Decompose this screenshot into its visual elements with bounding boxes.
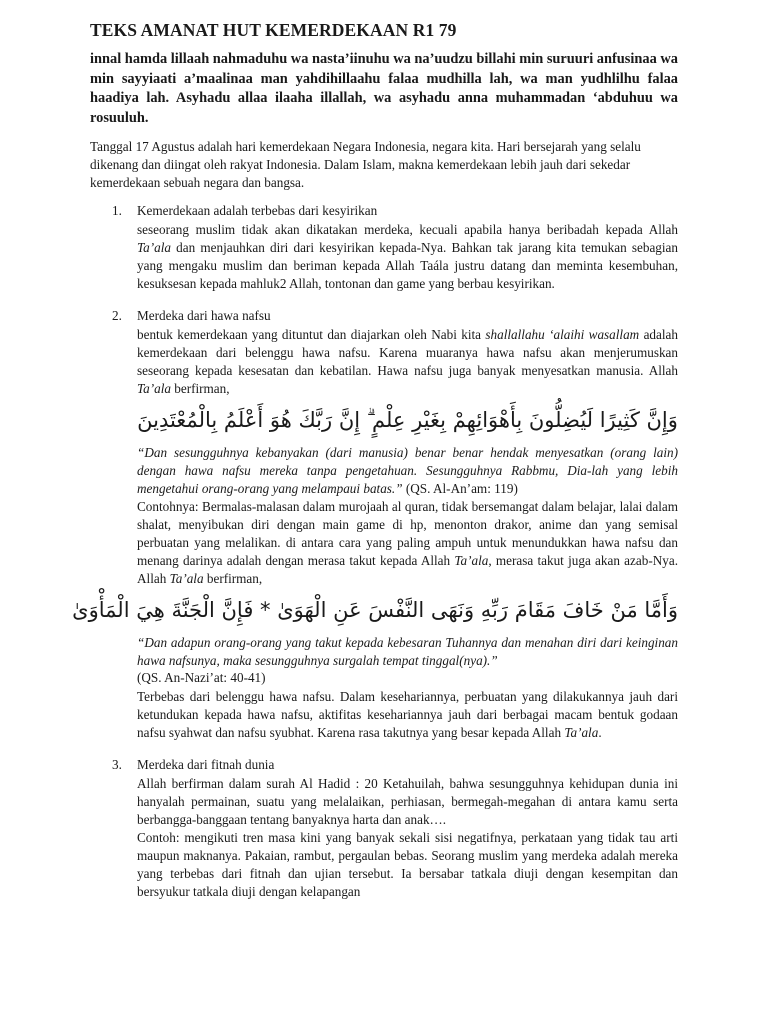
section-2-italic-3: Ta’ala xyxy=(454,553,489,568)
section-1-text-2a: Allah xyxy=(648,222,678,237)
section-2-text-1a: bentuk kemerdekaan yang dituntut dan diajarkan oleh Nabi kita xyxy=(137,327,486,342)
section-3-heading: Merdeka dari fitnah dunia xyxy=(137,757,275,772)
section-1-text-2b: dan menjauhkan diri dari kesyirikan kepada-Nya. Bahkan tak jarang kita temukan sebagian yang mengaku muslim dan beriman kepada Allah Taála justru datang dan meminta kesembuhan, kesuksesan kepada mahluk2 Allah, tontonan dan game yang berbau kesyirikan. xyxy=(137,240,678,291)
section-2-text-3b: . xyxy=(598,725,602,740)
arabic-verse-2: وَأَمَّا مَنْ خَافَ مَقَامَ رَبِّهِ وَنَهَى النَّفْسَ عَنِ الْهَوَىٰ * فَإِنَّ الْجَنَّةَ هِيَ الْمَأْوَىٰ xyxy=(72,598,678,622)
opening-prayer: innal hamda lillaah nahmaduhu wa nasta’iinuhu wa na’uudzu billahi min suruuri anfusinaa wa min sayyiaati a’maalinaa man yahdihillaahu falaa mudhilla lah, wa man yudhlilhu falaa haadiya lah. Asyhadu allaa ilaaha illallah, wa asyhadu anna muhammadan ‘abduhuu wa rosuuluh. xyxy=(90,51,678,126)
verse-1-translation xyxy=(137,444,678,498)
section-2-text-1b: adalah kemerdekaan dari belenggu hawa nafsu. Karena muaranya hawa nafsu akan menjerumuskan seseorang kepada kesesatan dan kebatilan. Hawa nafsu juga banyak menyesatkan manusia. Allah xyxy=(137,327,678,378)
section-2-text-2c: berfirman, xyxy=(203,571,263,586)
verse-2-translation: “Dan adapun orang-orang yang takut kepada kebesaran Tuhannya dan menahan diri dari keinginan hawa nafsunya, maka sesungguhnya surgalah tempat tinggal(nya).” xyxy=(137,635,678,668)
section-2-italic-1: shallallahu ‘alaihi wasallam xyxy=(485,327,640,342)
section-2-number: 2. xyxy=(112,308,122,323)
section-2-text-1c: berfirman, xyxy=(170,381,230,396)
section-3-body-1: Allah berfirman dalam surah Al Hadid : 20 Ketahuilah, bahwa sesungguhnya kehidupan dunia ini hanyalah permainan, suatu yang melalaikan, perhiasan, bermegah-megahan di antara kamu serta berbangga-banggaan tentang banyaknya harta dan anak…. xyxy=(137,776,678,827)
verse-1-quote: “Dan sesungguhnya kebanyakan (dari manusia) benar benar hendak menyesatkan (orang lain) dengan hawa nafsu mereka tanpa pengetahuan. Sesungguhnya Rabbmu, Dia-lah yang lebih mengetahui orang-orang yang melampaui batas.” xyxy=(137,445,678,496)
verse-1-reference: (QS. Al-An’am: 119) xyxy=(402,481,518,496)
section-3-body-2: Contoh: mengikuti tren masa kini yang banyak sekali sisi negatifnya, perkataan yang tidak tau arti maupun maknanya. Pakaian, rambut, pergaulan bebas. Seorang muslim yang merdeka adalah mereka yang terbebas dari fitnah dan ujian tersebut. Ia bersabar tatkala diuji dengan kesempitan dan bersyukur tatkala diuji dengan kelapangan xyxy=(137,830,678,899)
section-2-text-2b: , merasa takut juga akan azab-Nya. Allah xyxy=(137,553,678,586)
section-1-heading: Kemerdekaan adalah terbebas dari kesyirikan xyxy=(137,203,378,218)
section-3-number: 3. xyxy=(112,757,122,772)
section-2-body-3 xyxy=(137,688,678,742)
section-2-heading: Merdeka dari hawa nafsu xyxy=(137,308,271,323)
section-1-body xyxy=(137,221,678,293)
section-2-body-1 xyxy=(137,326,678,398)
section-2-body-2 xyxy=(137,498,678,588)
section-1-text-1: seseorang muslim tidak akan dikatakan merdeka, kecuali apabila hanya beribadah kepada xyxy=(137,222,643,237)
section-2-italic-5: Ta’ala xyxy=(564,725,599,740)
section-2-text-2a: Contohnya: Bermalas-malasan dalam murojaah al quran, tidak bersemangat dalam belajar, lalai dalam shalat, menyibukan diri dengan main game di hp, menonton drakor, anime dan yang semisal perbuatan yang melalikan. di antara cara yang paling ampuh untuk menundukkan hawa nafsu dan menang darinya adalah dengan merasa takut kepada Allah xyxy=(137,499,678,568)
section-2-italic-2: Ta’ala xyxy=(137,381,171,396)
section-2-text-3a: Terbebas dari belenggu hawa nafsu. Dalam kesehariannya, perbuatan yang dilakukannya jauh dari ketundukan kepada hawa nafsu, aktifitas kesehariannya jauh dari berbagai macam bentuk godaan nafsu syahwat dan nafsu syubhat. Karena rasa takutnya yang besar kepada Allah xyxy=(137,689,678,740)
section-1-number: 1. xyxy=(112,203,122,218)
intro-paragraph: Tanggal 17 Agustus adalah hari kemerdekaan Negara Indonesia, negara kita. Hari bersejarah yang selalu dikenang dan diingat oleh rakyat Indonesia. Dalam Islam, makna kemerdekaan lebih jauh dari sekedar kemerdekaan sebuah negara dan bangsa. xyxy=(90,139,641,190)
section-2-italic-4: Ta’ala xyxy=(169,571,204,586)
verse-2-reference: (QS. An-Nazi’at: 40-41) xyxy=(137,670,266,685)
document-title: TEKS AMANAT HUT KEMERDEKAAN R1 79 xyxy=(90,20,457,40)
arabic-verse-1: وَإِنَّ كَثِيرًا لَيُضِلُّونَ بِأَهْوَائِهِمْ بِغَيْرِ عِلْمٍ ۗ إِنَّ رَبَّكَ هُوَ أَعْلَمُ بِالْمُعْتَدِينَ xyxy=(137,408,678,432)
section-1-italic: Ta’ala xyxy=(137,240,171,255)
